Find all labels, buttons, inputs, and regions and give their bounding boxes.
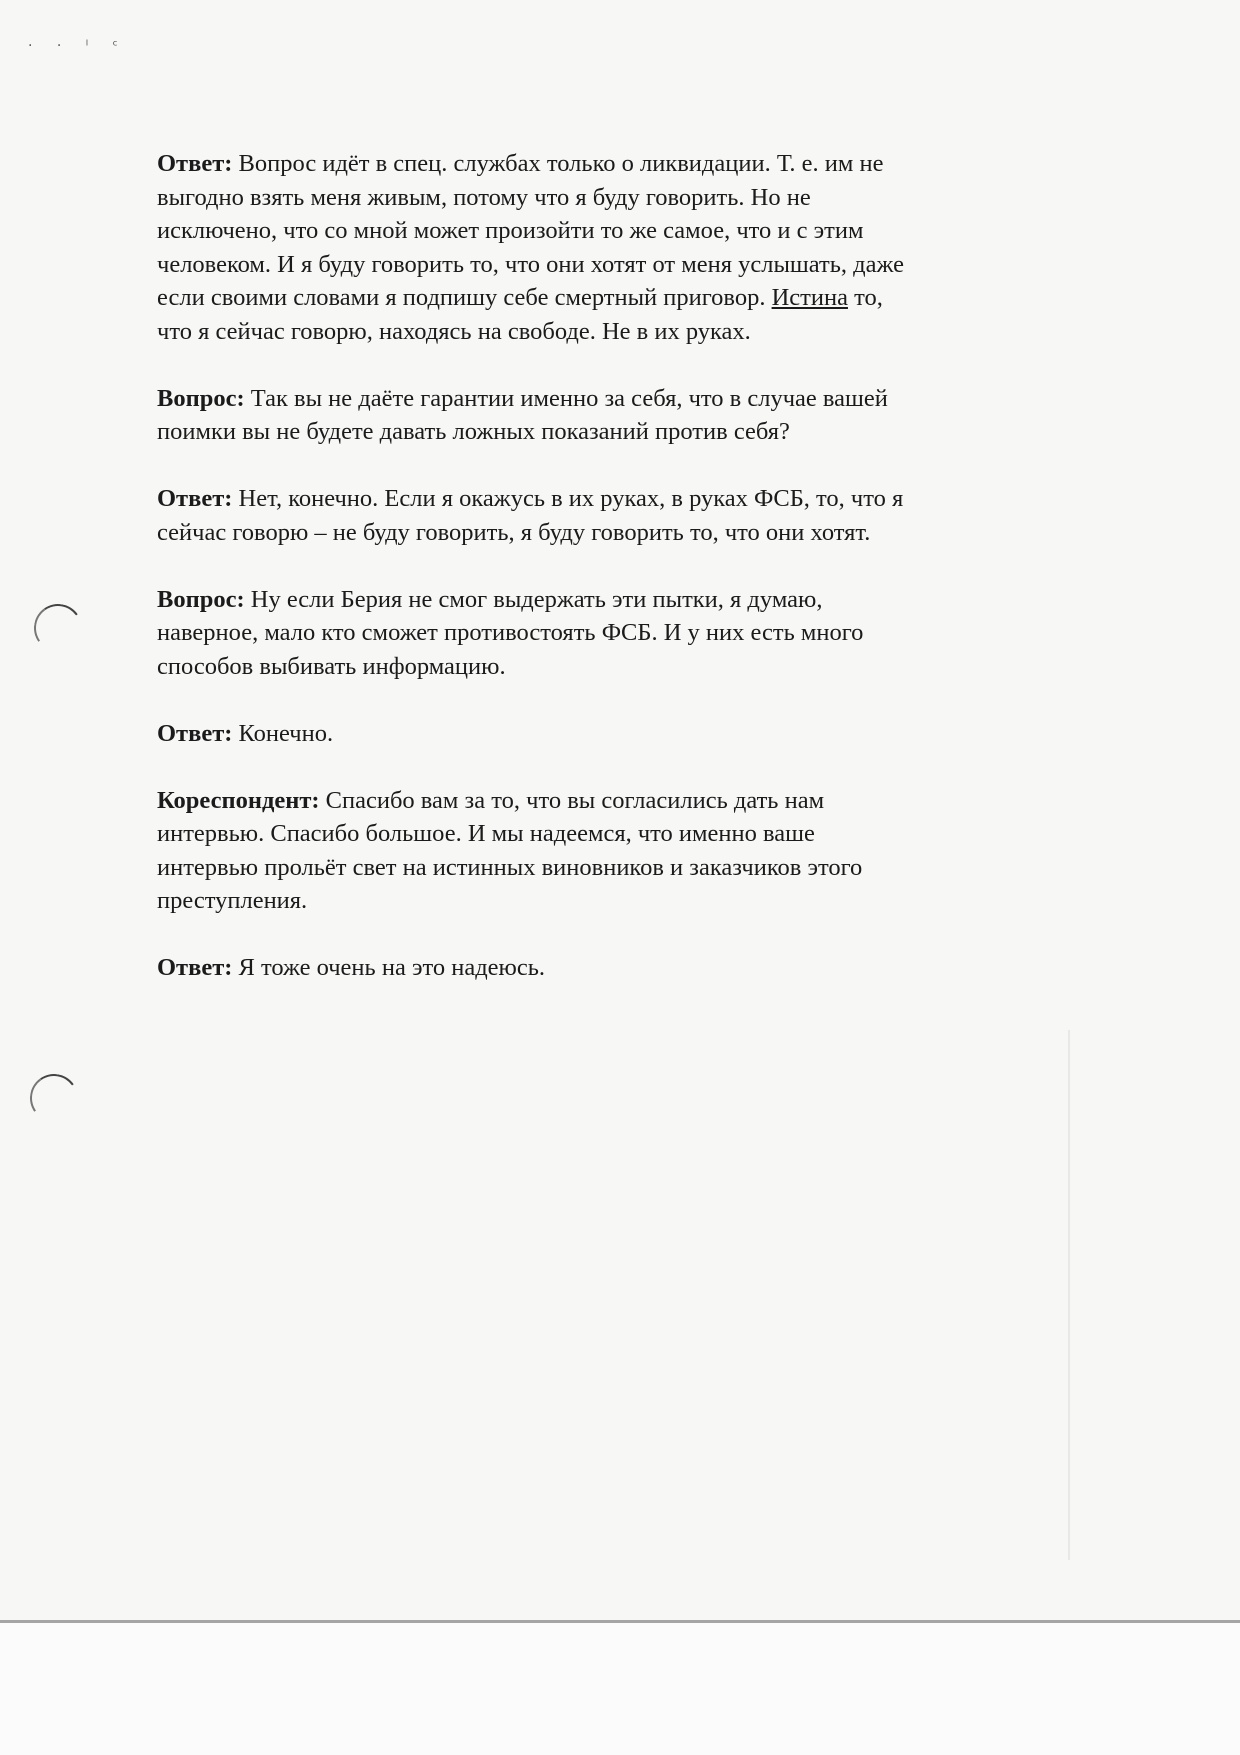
text-line: Вопрос идёт в спец. службах только о ликвидации. Т. е. им не (238, 150, 884, 177)
text-line: Нет, конечно. Если я окажусь в их руках, в руках ФСБ, то, что я (238, 485, 904, 512)
text-line: выгодно взять меня живым, потому что я буду говорить. Но не (157, 183, 811, 211)
text-line: что я сейчас говорю, находясь на свободе. Не в их руках. (157, 317, 751, 345)
text-line: наверное, мало кто сможет противостоять ФСБ. И у них есть много (157, 619, 864, 646)
scanner-background (0, 1623, 1240, 1755)
punch-hole-bottom (26, 1070, 82, 1126)
text-line-part: если своими словами я подпишу себе смертный приговор. (157, 284, 766, 311)
dialogue-entry-4 (157, 583, 1087, 684)
text-line: исключено, что со мной может произойти то же самое, что и с этим (157, 217, 864, 244)
dialogue-entry-7 (157, 951, 1087, 985)
text-line: интервью прольёт свет на истинных виновников и заказчиков этого (157, 853, 863, 881)
interview-transcript (157, 147, 1087, 1018)
scan-shadow (1068, 1030, 1070, 1560)
speaker-label: Вопрос: (157, 585, 245, 613)
text-line: человеком. И я буду говорить то, что они хотят от меня услышать, даже (157, 250, 904, 278)
dialogue-entry-3 (157, 482, 1087, 549)
text-line: Спасибо вам за то, что вы согласились дать нам (325, 786, 825, 814)
punch-hole-top (30, 600, 86, 656)
text-line-part: то, (854, 284, 883, 311)
speaker-label: Ответ: (157, 954, 233, 981)
text-line: поимки вы не будете давать ложных показаний против себя? (157, 418, 790, 445)
scan-specks: · · ˡ ᶜ (28, 38, 128, 54)
speaker-label: Кореспондент: (157, 786, 320, 814)
speaker-label: Вопрос: (157, 384, 245, 412)
text-line: Конечно. (238, 719, 334, 747)
dialogue-entry-1 (157, 147, 1087, 348)
speaker-label: Ответ: (157, 485, 233, 512)
dialogue-entry-5 (157, 717, 1087, 751)
dialogue-entry-2 (157, 382, 1087, 449)
text-line: преступления. (157, 887, 308, 914)
text-line: Ну если Берия не смог выдержать эти пытки, я думаю, (250, 585, 823, 613)
dialogue-entry-6 (157, 784, 1087, 918)
text-line: интервью. Спасибо большое. И мы надеемся, что именно ваше (157, 820, 815, 847)
text-line: Так вы не даёте гарантии именно за себя, что в случае вашей (250, 384, 888, 412)
text-line: Я тоже очень на это надеюсь. (238, 954, 546, 981)
speaker-label: Ответ: (157, 150, 233, 177)
text-line: сейчас говорю – не буду говорить, я буду говорить то, что они хотят. (157, 518, 871, 546)
speaker-label: Ответ: (157, 719, 233, 747)
text-line: способов выбивать информацию. (157, 652, 506, 680)
underlined-word: Истина (771, 284, 848, 311)
